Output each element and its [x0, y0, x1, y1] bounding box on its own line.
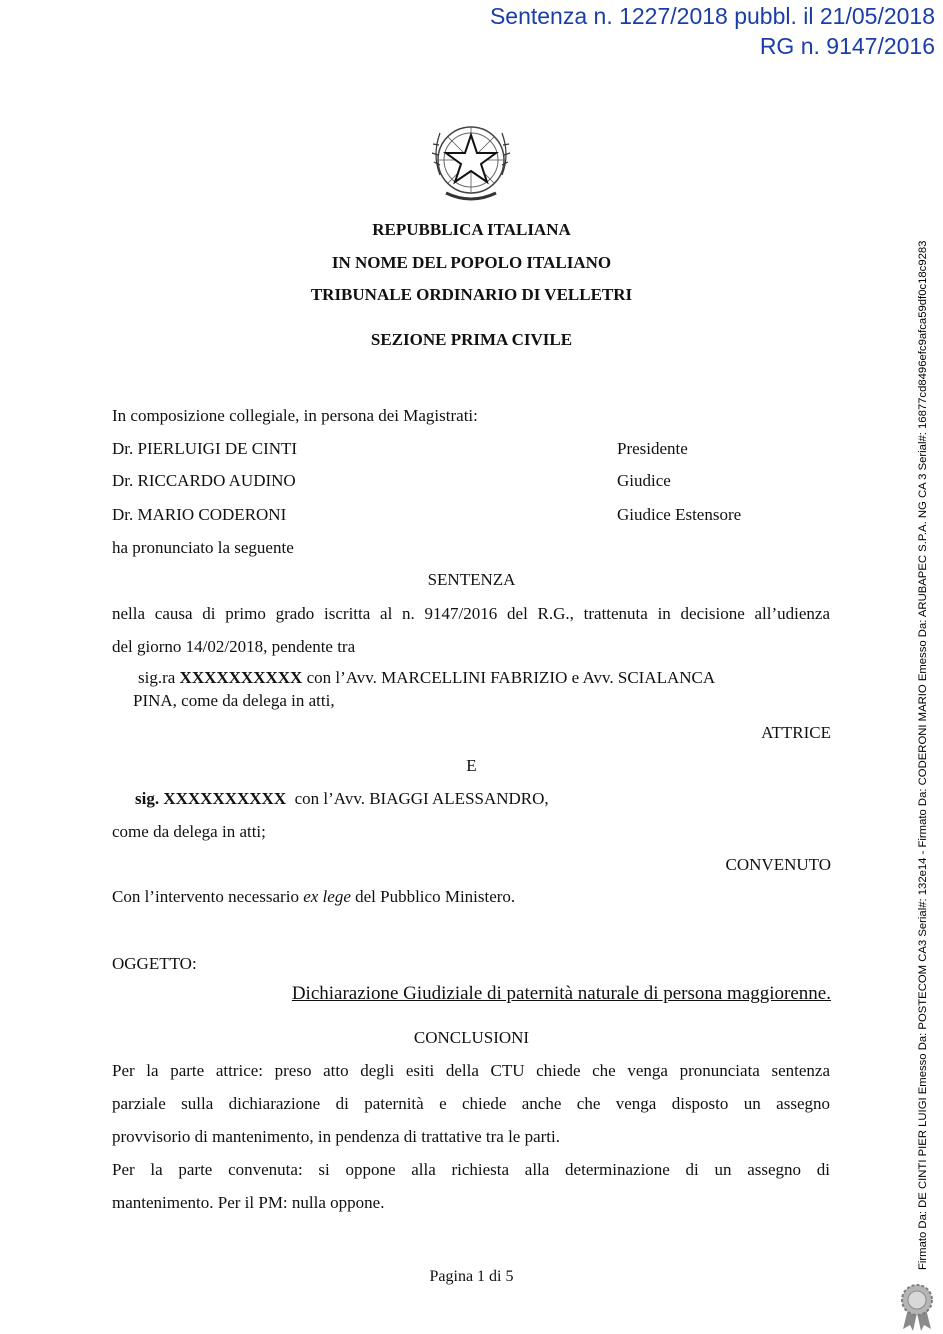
conclusioni-line: Per la parte convenuta: si oppone alla richiesta alla determinazione di un assegno di: [112, 1160, 830, 1179]
judge-name: Dr. PIERLUIGI DE CINTI: [112, 439, 298, 458]
plaintiff-delegation: PINA, come da delega in atti,: [133, 691, 335, 710]
defendant-counsel: con l’Avv. BIAGGI ALESSANDRO,: [294, 789, 549, 808]
court-heading: TRIBUNALE ORDINARIO DI VELLETRI: [310, 285, 633, 304]
defendant-delegation: come da delega in atti;: [112, 822, 266, 841]
intervention-part: del Pubblico Ministero.: [355, 887, 516, 906]
page-number: Pagina 1 di 5: [429, 1268, 514, 1285]
plaintiff-prefix: sig.ra: [138, 668, 176, 687]
intervention-text: [112, 887, 515, 907]
defendant-name: XXXXXXXXXX: [163, 789, 287, 808]
pronounced-text: ha pronunciato la seguente: [112, 538, 294, 557]
plaintiff-role: ATTRICE: [761, 723, 831, 742]
judge-role: Presidente: [617, 439, 688, 458]
composition-intro: In composizione collegiale, in persona dei Magistrati:: [112, 406, 478, 425]
oggetto-underlined: Dichiarazione Giudiziale di paternità naturale di persona maggiorenne.: [291, 983, 831, 1004]
cause-paragraph: [112, 597, 830, 663]
intervention-part: Con l’intervento necessario: [112, 887, 299, 906]
section-heading: SEZIONE PRIMA CIVILE: [370, 330, 573, 349]
oggetto-label: OGGETTO:: [112, 954, 197, 973]
conclusioni-line: mantenimento. Per il PM: nulla oppone.: [112, 1193, 385, 1212]
digital-signature-strip: Firmato Da: DE CINTI PIER LUIGI Emesso Da: POSTECOM CA3 Serial#: 132e14 - Firmato Da: CODERONI MARIO Emesso Da: ARUBAPEC S.P.A. NG CA 3 Serial#: 16877cd8496efc9afca59df0c18c9283: [917, 240, 929, 1270]
plaintiff-counsel: con l’Avv. MARCELLINI FABRIZIO e Avv. SCIALANCA: [306, 668, 716, 687]
parties-connector: E: [466, 756, 477, 775]
judge-name: Dr. MARIO CODERONI: [112, 505, 287, 524]
intervention-italic: ex lege: [303, 887, 351, 906]
judge-role: Giudice Estensore: [617, 505, 742, 524]
cause-line: nella causa di primo grado iscritta al n. 9147/2016 del R.G., trattenuta in decisione all’udienza: [112, 604, 830, 623]
judge-role: Giudice: [617, 471, 671, 490]
republic-heading: REPUBBLICA ITALIANA: [372, 220, 571, 239]
defendant-role: CONVENUTO: [725, 855, 831, 874]
cause-line: del giorno 14/02/2018, pendente tra: [112, 637, 356, 656]
judge-name: Dr. RICCARDO AUDINO: [112, 471, 296, 490]
plaintiff-line: [138, 668, 715, 688]
conclusioni-line: parziale sulla dichiarazione di paternità e chiede anche che venga disposto un assegno: [112, 1094, 830, 1113]
publication-stamp: Sentenza n. 1227/2018 pubbl. il 21/05/2018: [489, 3, 935, 29]
conclusioni-line: Per la parte attrice: preso atto degli esiti della CTU chiede che venga pronunciata sentenza: [112, 1061, 830, 1080]
conclusioni-title: CONCLUSIONI: [413, 1028, 530, 1047]
sentenza-title: SENTENZA: [427, 570, 516, 589]
oggetto-text: [292, 983, 831, 1005]
defendant-prefix: sig.: [135, 789, 160, 808]
conclusioni-line: provvisorio di mantenimento, in pendenza di trattative tra le parti.: [112, 1127, 561, 1146]
conclusioni-paragraph-2: [112, 1153, 830, 1219]
plaintiff-name: XXXXXXXXXX: [179, 668, 303, 687]
defendant-line: [135, 789, 549, 809]
digital-signature-seal-icon: [897, 1283, 937, 1331]
repubblica-italiana-emblem: [426, 115, 516, 210]
conclusioni-paragraph-1: [112, 1054, 830, 1153]
people-heading: IN NOME DEL POPOLO ITALIANO: [331, 253, 612, 272]
registry-number-stamp: RG n. 9147/2016: [759, 33, 935, 59]
